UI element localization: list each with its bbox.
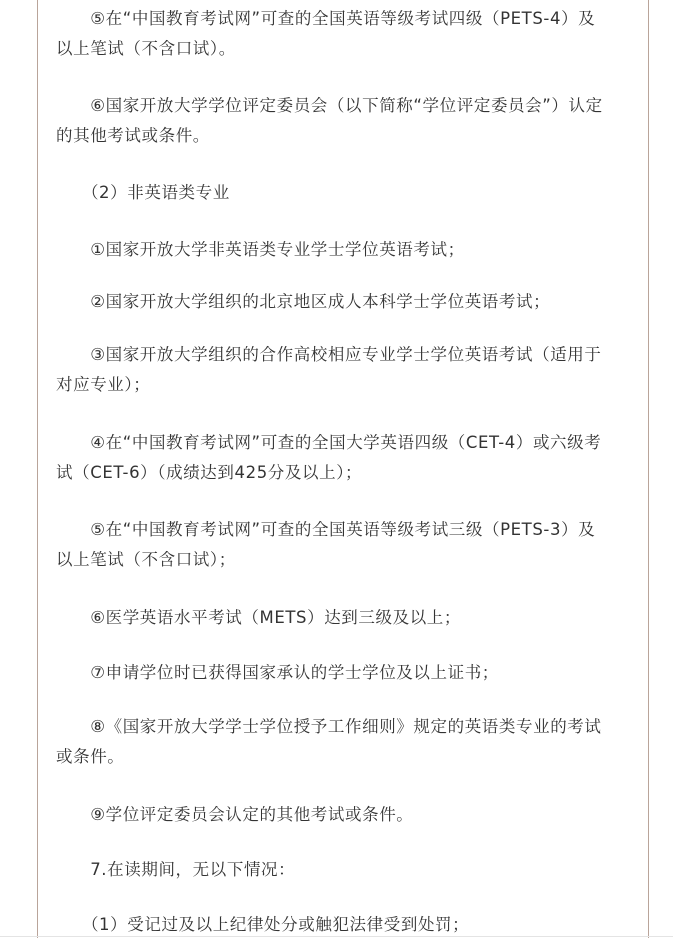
text-line: ⑤在“中国教育考试网”可查的全国英语等级考试三级（PETS-3）及 xyxy=(56,520,596,539)
text-line: ⑦申请学位时已获得国家承认的学士学位及以上证书； xyxy=(56,663,499,682)
text-line: ③国家开放大学组织的合作高校相应专业学士学位英语考试（适用于 xyxy=(56,345,602,364)
paragraph xyxy=(56,658,636,688)
section-heading: （2）非英语类专业 xyxy=(56,183,230,202)
text-line: ⑥国家开放大学学位评定委员会（以下简称“学位评定委员会”）认定 xyxy=(56,96,603,115)
text-line: 试（CET-6）（成绩达到425分及以上）； xyxy=(56,463,363,482)
paragraph xyxy=(56,340,636,400)
paragraph xyxy=(56,4,636,64)
paragraph xyxy=(56,287,636,317)
text-line: ②国家开放大学组织的北京地区成人本科学士学位英语考试； xyxy=(56,292,551,311)
paragraph xyxy=(56,800,636,830)
paragraph xyxy=(56,712,636,772)
text-line: 以上笔试（不含口试）； xyxy=(56,550,236,569)
text-line: ⑨学位评定委员会认定的其他考试或条件。 xyxy=(56,805,414,824)
bottom-divider xyxy=(0,936,673,937)
section-heading: 7.在读期间，无以下情况： xyxy=(56,860,296,879)
paragraph xyxy=(56,515,636,575)
text-line: ①国家开放大学非英语类专业学士学位英语考试； xyxy=(56,240,465,259)
text-line: ④在“中国教育考试网”可查的全国大学英语四级（CET-4）或六级考 xyxy=(56,433,602,452)
text-line: ⑥医学英语水平考试（METS）达到三级及以上； xyxy=(56,608,462,627)
text-line: （1）受记过及以上纪律处分或触犯法律受到处罚； xyxy=(56,915,470,934)
paragraph xyxy=(56,603,636,633)
text-line: 以上笔试（不含口试）。 xyxy=(56,39,236,58)
text-line: ⑤在“中国教育考试网”可查的全国英语等级考试四级（PETS-4）及 xyxy=(56,9,596,28)
text-line: 或条件。 xyxy=(56,747,125,766)
paragraph xyxy=(56,235,636,265)
text-line: 对应专业）； xyxy=(56,375,151,394)
paragraph xyxy=(56,855,636,885)
text-line: 的其他考试或条件。 xyxy=(56,126,210,145)
text-line: ⑧《国家开放大学学士学位授予工作细则》规定的英语类专业的考试 xyxy=(56,717,602,736)
paragraph xyxy=(56,91,636,151)
paragraph xyxy=(56,178,636,208)
paragraph xyxy=(56,428,636,488)
